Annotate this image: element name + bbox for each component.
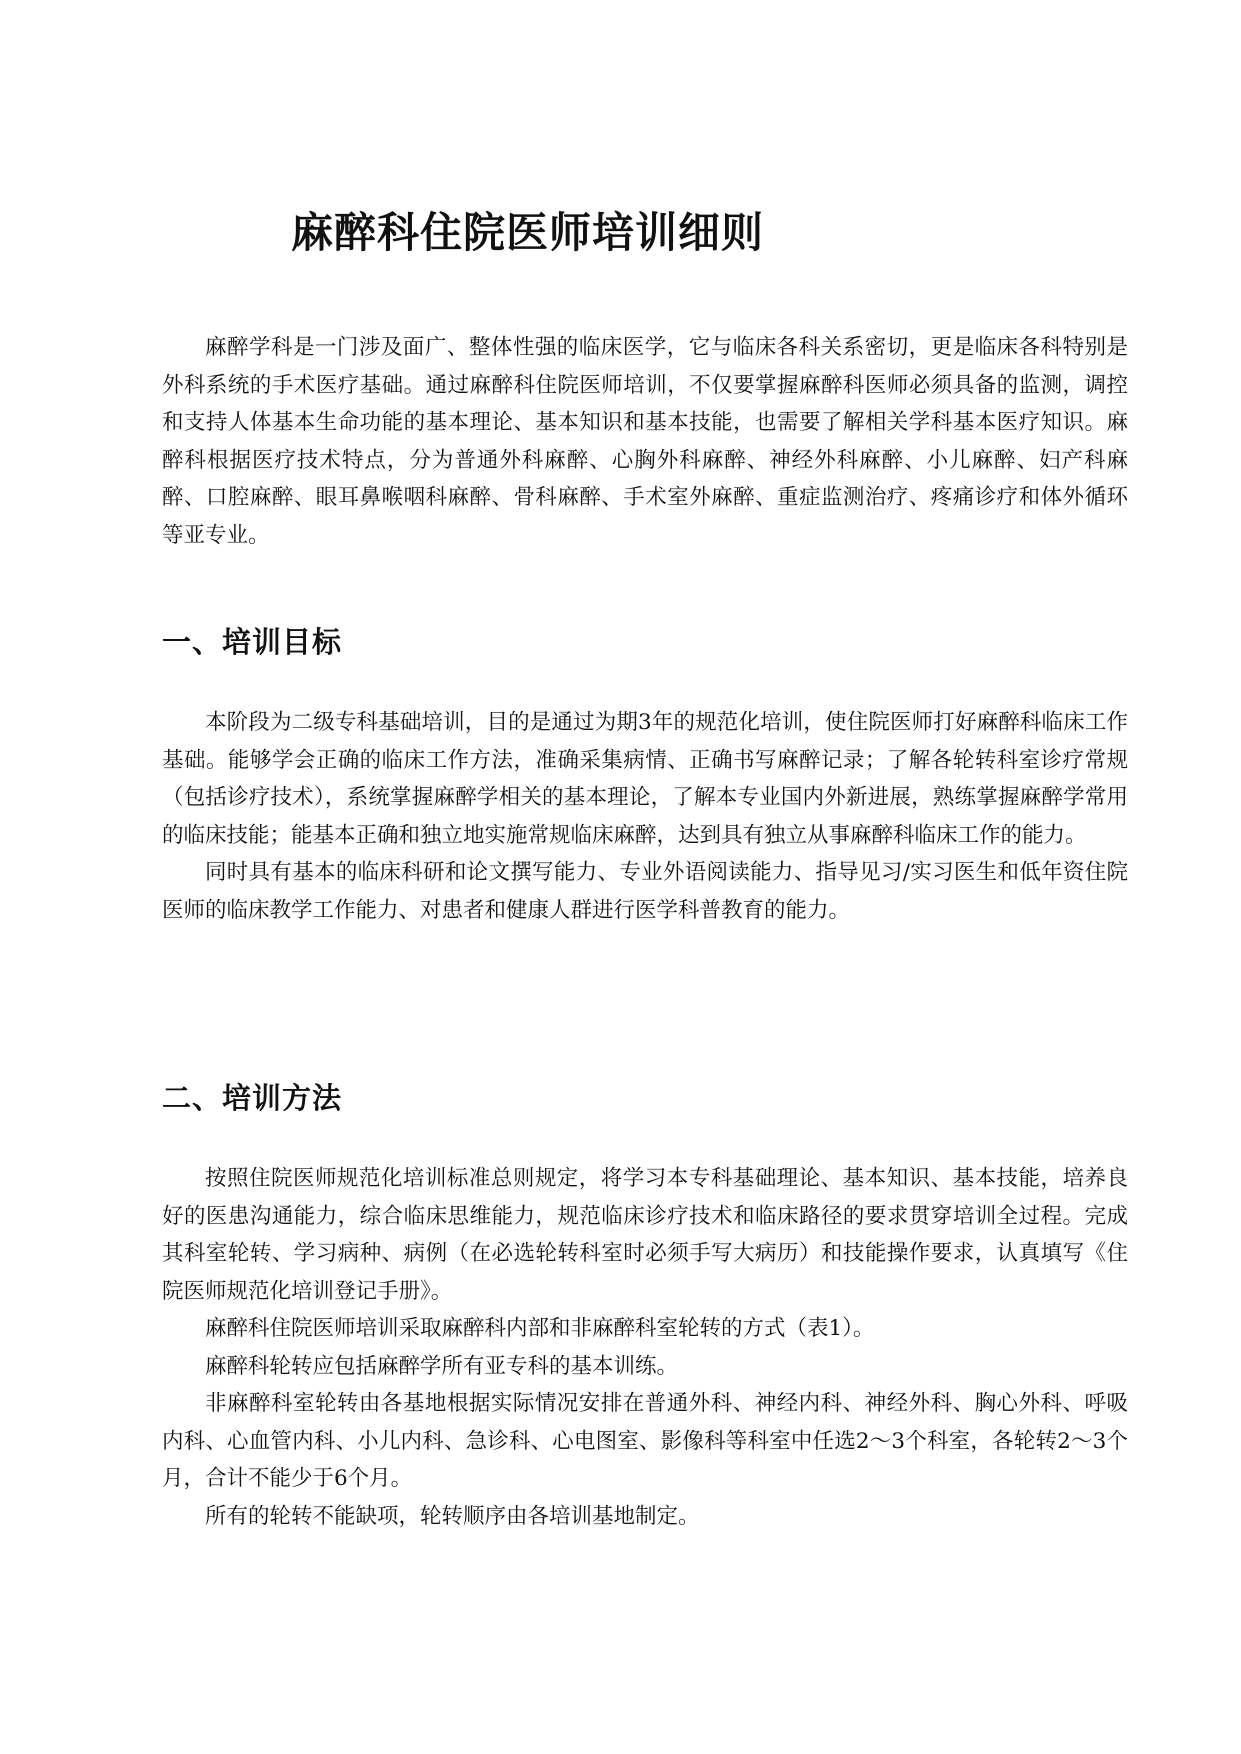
- training-methods-paragraph: 非麻醉科室轮转由各基地根据实际情况安排在普通外科、神经内科、神经外科、胸心外科、呼吸内科、心血管内科、小儿内科、急诊科、心电图室、影像科等科室中任选2～3个科室，各轮转2～3个月，合计不能少于6个月。: [162, 1391, 1128, 1491]
- training-goals-section: [162, 704, 1128, 929]
- intro-section: [162, 329, 1128, 554]
- section-heading-training-goals: 一、培训目标: [162, 625, 343, 659]
- training-methods-paragraph: 所有的轮转不能缺项，轮转顺序由各培训基地制定。: [205, 1503, 700, 1529]
- training-methods-paragraph: 按照住院医师规范化培训标准总则规定，将学习本专科基础理论、基本知识、基本技能，培养良好的医患沟通能力，综合临床思维能力，规范临床诊疗技术和临床路径的要求贯穿培训全过程。完成其科室轮转、学习病种、病例（在必选轮转科室时必须手写大病历）和技能操作要求，认真填写《住院医师规范化培训登记手册》。: [162, 1166, 1128, 1304]
- intro-paragraph: 麻醉学科是一门涉及面广、整体性强的临床医学，它与临床各科关系密切，更是临床各科特别是外科系统的手术医疗基础。通过麻醉科住院医师培训，不仅要掌握麻醉科医师必须具备的监测，调控和支持人体基本生命功能的基本理论、基本知识和基本技能，也需要了解相关学科基本医疗知识。麻醉科根据医疗技术特点，分为普通外科麻醉、心胸外科麻醉、神经外科麻醉、小儿麻醉、妇产科麻醉、口腔麻醉、眼耳鼻喉咽科麻醉、骨科麻醉、手术室外麻醉、重症监测治疗、疼痛诊疗和体外循环等亚专业。: [162, 335, 1128, 548]
- section-heading-training-methods: 二、培训方法: [162, 1081, 343, 1115]
- training-goals-paragraph: 同时具有基本的临床科研和论文撰写能力、专业外语阅读能力、指导见习/实习医生和低年资住院医师的临床教学工作能力、对患者和健康人群进行医学科普教育的能力。: [162, 860, 1128, 923]
- training-goals-paragraph: 本阶段为二级专科基础培训，目的是通过为期3年的规范化培训，使住院医师打好麻醉科临床工作基础。能够学会正确的临床工作方法，准确采集病情、正确书写麻醉记录；了解各轮转科室诊疗常规（包括诊疗技术），系统掌握麻醉学相关的基本理论，了解本专业国内外新进展，熟练掌握麻醉学常用的临床技能；能基本正确和独立地实施常规临床麻醉，达到具有独立从事麻醉科临床工作的能力。: [162, 710, 1128, 848]
- document-title: 麻醉科住院医师培训细则: [291, 208, 765, 257]
- training-methods-section: [162, 1160, 1128, 1535]
- training-methods-paragraph: 麻醉科住院医师培训采取麻醉科内部和非麻醉科室轮转的方式（表1）。: [205, 1316, 875, 1341]
- training-methods-paragraph: 麻醉科轮转应包括麻醉学所有亚专科的基本训练。: [205, 1353, 679, 1379]
